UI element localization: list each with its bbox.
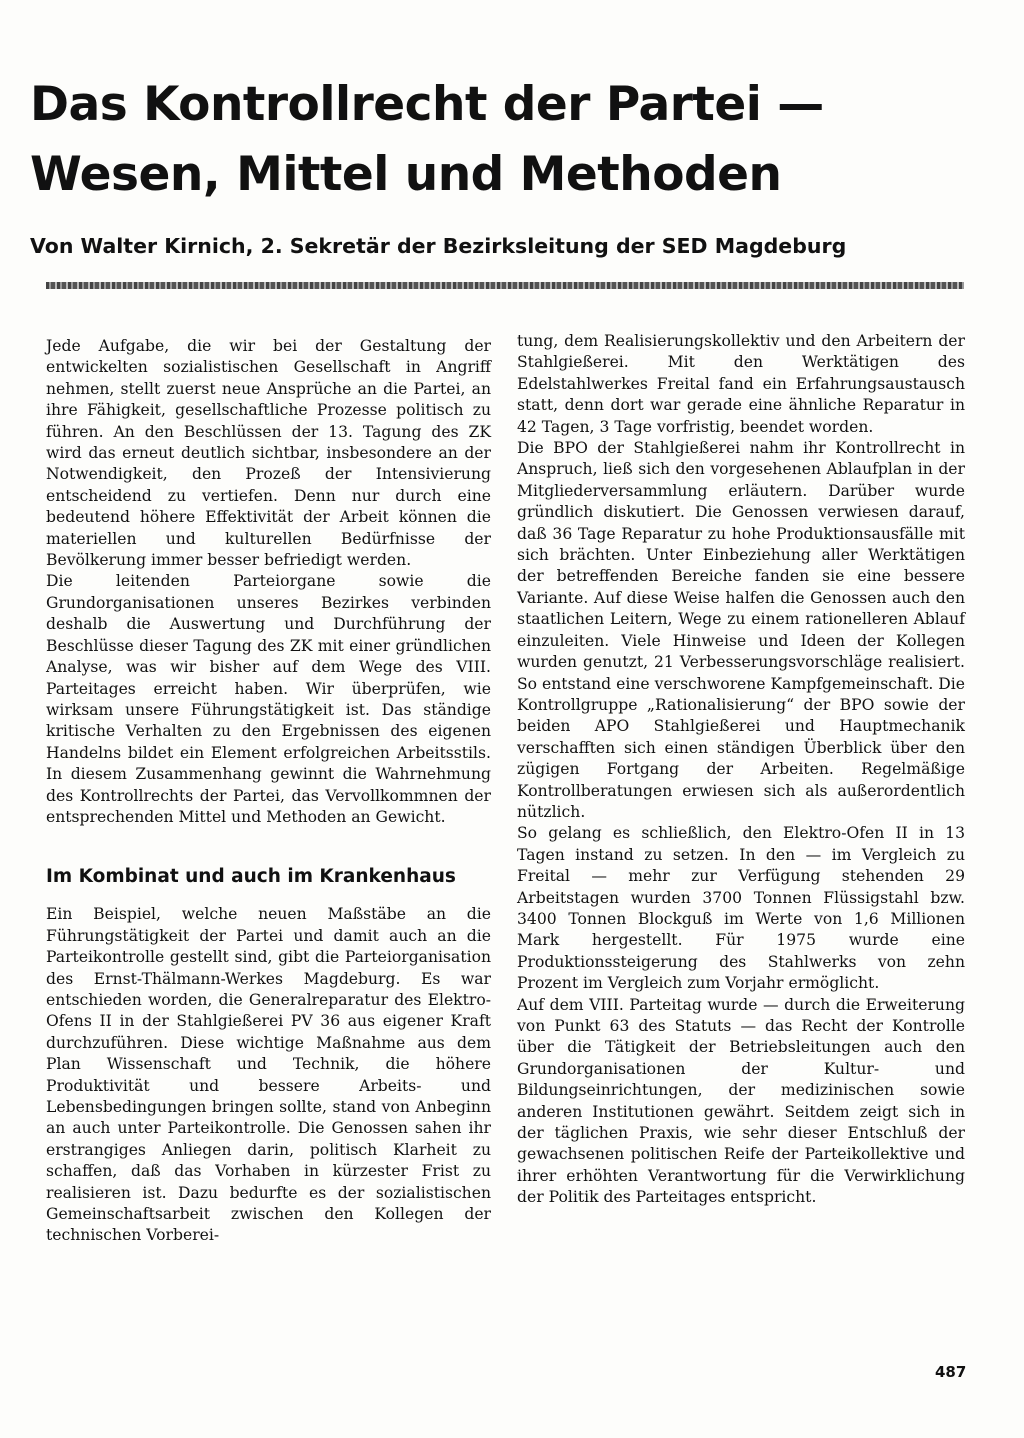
page-number: 487 — [935, 1363, 967, 1381]
paragraph-example: Ein Beispiel, welche neuen Maßstäbe an die Führungstätigkeit der Partei und damit auch an die Parteikontrolle gestellt sind, gibt die Parteiorganisation des Ernst-Thälmann-Werkes Magdeburg. Es war entschieden worden, die Generalreparatur des Elektro-Ofens II in der Stahlgießerei PV 36 aus eigener Kraft durchzuführen. Diese wichtige Maßnahme aus dem Plan Wissenschaft und Technik, die höhere Produktivität und bessere Arbeits- und Lebensbedingungen bringen sollte, stand von Anbeginn an auch unter Parteikontrolle. Die Genossen sahen ihr erstrangiges Anliegen darin, politisch Klarheit zu schaffen, daß das Vorhaben in kürzester Frist zu realisieren ist. Dazu bedurfte es der sozialistischen Gemeinschaftsarbeit zwischen den Kollegen der technischen Vorberei- — [46, 905, 491, 1245]
paragraph-organs: Die leitenden Parteiorgane sowie die Grundorganisationen unseres Bezirkes verbinden deshalb die Auswertung und Durchführung der Beschlüsse dieser Tagung des ZK mit einer gründlichen Analyse, was wir bisher auf dem Wege des VIII. Parteitages erreicht haben. Wir überprüfen, wie wirksam unsere Führungstätigkeit ist. Das ständige kritische Verhalten zu den Ergebnissen des eigenen Handelns bildet ein Element erfolgreichen Arbeitsstils. In diesem Zusammenhang gewinnt die Wahrnehmung des Kontrollrechts der Partei, das Vervollkommnen der entsprechenden Mittel und Methoden an Gewicht. — [46, 572, 491, 826]
paragraph-bpo: Die BPO der Stahlgießerei nahm ihr Kontrollrecht in Anspruch, ließ sich den vorgesehenen Ablaufplan in der Mitgliederversammlung erläutern. Darüber wurde gründlich diskutiert. Die Genossen verwiesen darauf, daß 36 Tage Reparatur zu hohe Produktionsausfälle mit sich brächten. Unter Einbeziehung aller Werktätigen der betreffenden Bereiche fanden sie eine bessere Variante. Auf diese Weise halfen die Genossen auch den staatlichen Leitern, Wege zu einem rationelleren Ablauf einzuleiten. Viele Hinweise und Ideen der Kollegen wurden genutzt, 21 Verbesserungsvorschläge realisiert. So entstand eine verschworene Kampfgemeinschaft. Die Kontrollgruppe „Rationalisierung“ der BPO sowie der beiden APO Stahlgießerei und Hauptmechanik verschafften sich einen ständigen Überblick über den zügigen Fortgang der Arbeiten. Regelmäßige Kontrollberatungen erwiesen sich als außerordentlich nützlich. — [517, 439, 965, 821]
paragraph-result: So gelang es schließlich, den Elektro-Ofen II in 13 Tagen instand zu setzen. In den — im Vergleich zu Freital — mehr zur Verfügung stehenden 29 Arbeitstagen wurden 3700 Tonnen Flüssigstahl bzw. 3400 Tonnen Blockguß im Werte von 1,6 Millionen Mark hergestellt. Für 1975 wurde eine Produktionssteigerung des Stahlwerks von zehn Prozent im Vergleich zum Vorjahr ermöglicht. — [517, 824, 965, 993]
section-heading: Im Kombinat und auch im Krankenhaus — [46, 866, 456, 888]
title-line-1: Das Kontrollrecht der Partei — — [30, 77, 824, 132]
decorative-rule — [46, 282, 964, 289]
article-byline: Von Walter Kirnich, 2. Sekretär der Bezirksleitung der SED Magdeburg — [30, 234, 847, 258]
left-column — [46, 336, 491, 1247]
paragraph-intro: Jede Aufgabe, die wir bei der Gestaltung der entwickelten sozialistischen Gesellschaft in Angriff nehmen, stellt zuerst neue Ansprüche an die Partei, an ihre Fähigkeit, gesellschaftliche Prozesse politisch zu führen. An den Beschlüssen der 13. Tagung des ZK wird das erneut deutlich sichtbar, insbesondere an der Notwendigkeit, den Prozeß der Intensivierung entscheidend zu vertiefen. Denn nur durch eine bedeutend höhere Effektivität der Arbeit können die materiellen und kulturellen Bedürfnisse der Bevölkerung immer besser befriedigt werden. — [46, 337, 491, 570]
article-title — [30, 70, 990, 210]
paragraph-parteitag: Auf dem VIII. Parteitag wurde — durch die Erweiterung von Punkt 63 des Statuts — das Recht der Kontrolle über die Tätigkeit der Betriebsleitungen auch den Grundorganisationen der Kultur- und Bildungseinrichtungen, der medizinischen sowie anderen Institutionen gewährt. Seitdem zeigt sich in der täglichen Praxis, wie sehr dieser Entschluß der gewachsenen politischen Reife der Parteikollektive und ihrer erhöhten Verantwortung für die Verwirklichung der Politik des Parteitages entspricht. — [517, 995, 965, 1207]
title-line-2: Wesen, Mittel und Methoden — [30, 147, 782, 202]
right-column — [517, 331, 965, 1209]
paragraph-continuation: tung, dem Realisierungskollektiv und den Arbeitern der Stahlgießerei. Mit den Werktätigen des Edelstahlwerkes Freital fand ein Erfahrungsaustausch statt, denn dort war gerade eine ähnliche Reparatur in 42 Tagen, 3 Tage vorfristig, beendet worden. — [517, 332, 965, 436]
